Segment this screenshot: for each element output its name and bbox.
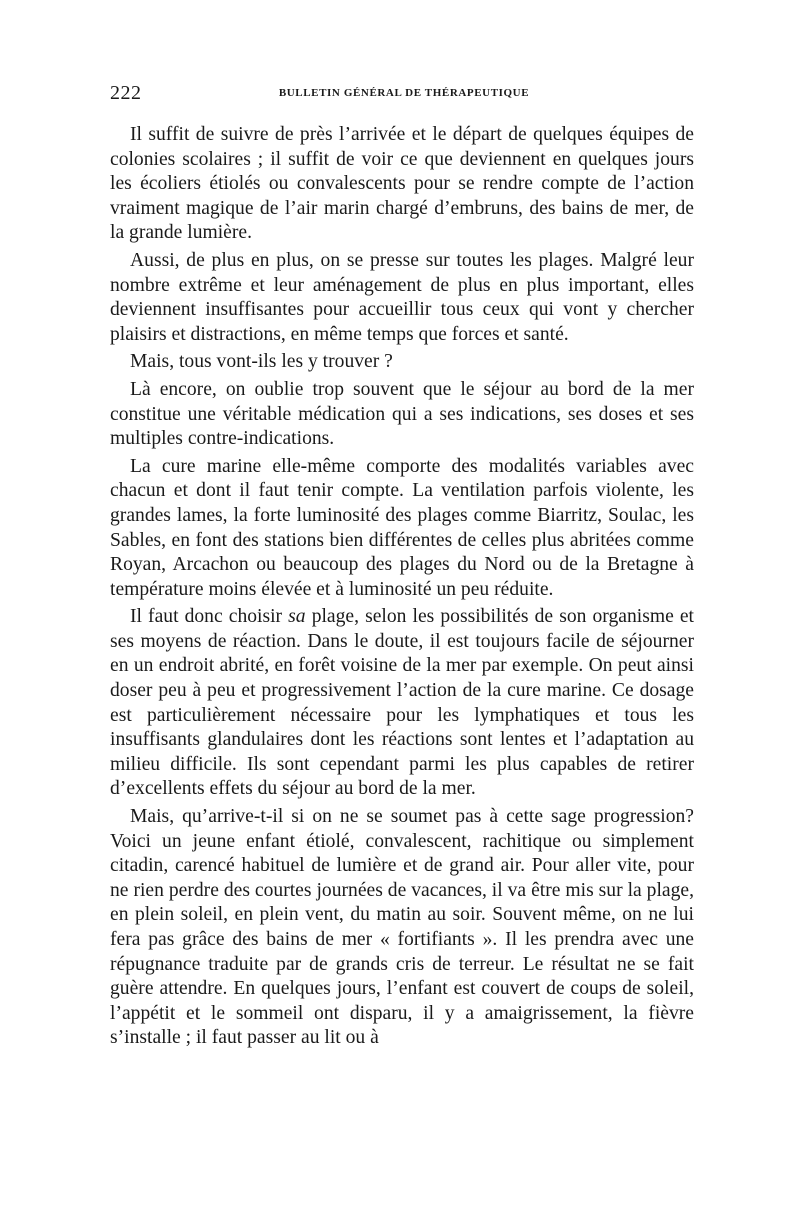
paragraph: [110, 605, 694, 802]
running-title: BULLETIN GÉNÉRAL DE THÉRAPEUTIQUE: [278, 87, 530, 99]
paragraph: Aussi, de plus en plus, on se presse sur toutes les plages. Malgré leur nombre extrême et leur aménagement de plus en plus important, elles deviennent insuffisantes pour accueillir tous ceux qui vont y chercher plaisirs et distractions, en même temps que forces et santé.: [110, 249, 694, 345]
paragraph: Mais, qu’arrive-t-il si on ne se soumet pas à cette sage progression? Voici un jeune enfant étiolé, convalescent, rachitique ou simplement citadin, carencé habituel de lumière et de grand air. Pour aller vite, pour ne rien perdre des courtes journées de vacances, il va être mis sur la plage, en plein soleil, en plein vent, du matin au soir. Souvent même, on ne lui fera pas grâce des bains de mer « fortifiants ». Il les prendra avec une répugnance traduite par de grands cris de terreur. Le résultat ne se fait guère attendre. En quelques jours, l’enfant est couvert de coups de soleil, l’appétit et le sommeil ont disparu, il y a amaigrissement, la fièvre s’installe ; il faut passer au lit ou à: [110, 806, 694, 1049]
paragraph: La cure marine elle-même comporte des modalités variables avec chacun et dont il faut tenir compte. La ventilation parfois violente, les grandes lames, la forte luminosité des plages comme Biarritz, Soulac, les Sables, en font des stations bien différentes de celles plus abritées comme Royan, Arcachon ou beaucoup des plages du Nord ou de la Bretagne à température moins élevée et à luminosité un peu réduite.: [110, 455, 694, 600]
paragraph-text-end: plage, selon les possibilités de son organisme et ses moyens de réaction. Dans le doute, il est toujours facile de séjourner en un endroit abrité, en forêt voisine de la mer par exemple. On peut ainsi doser peu à peu et progressivement l’action de la cure marine. Ce dosage est particulièrement nécessaire pour les lymphatiques et tous les insuffisants glandulaires dont les réactions sont lentes et l’adaptation au milieu difficile. Ils sont cependant parmi les plus capables de retirer d’excellents effets du séjour au bord de la mer.: [110, 606, 694, 800]
emphasized-word: sa: [288, 606, 306, 628]
paragraph: Il suffit de suivre de près l’arrivée et le départ de quelques équipes de colonies scolaires ; il suffit de voir ce que deviennent en quelques jours les écoliers étiolés ou convalescents pour se rendre compte de l’action vraiment magique de l’air marin chargé d’embruns, des bains de mer, de la grande lumière.: [110, 124, 694, 244]
paragraph: Là encore, on oublie trop souvent que le séjour au bord de la mer constitue une véritable médication qui a ses indications, ses doses et ses multiples contre-indications.: [110, 378, 694, 450]
page-header: [110, 82, 698, 106]
body-text: [110, 123, 694, 1051]
paragraph-text-start: Il faut donc choisir: [130, 606, 289, 628]
page-number: 222: [110, 82, 142, 104]
paragraph: Mais, tous vont-ils les y trouver ?: [130, 351, 393, 373]
